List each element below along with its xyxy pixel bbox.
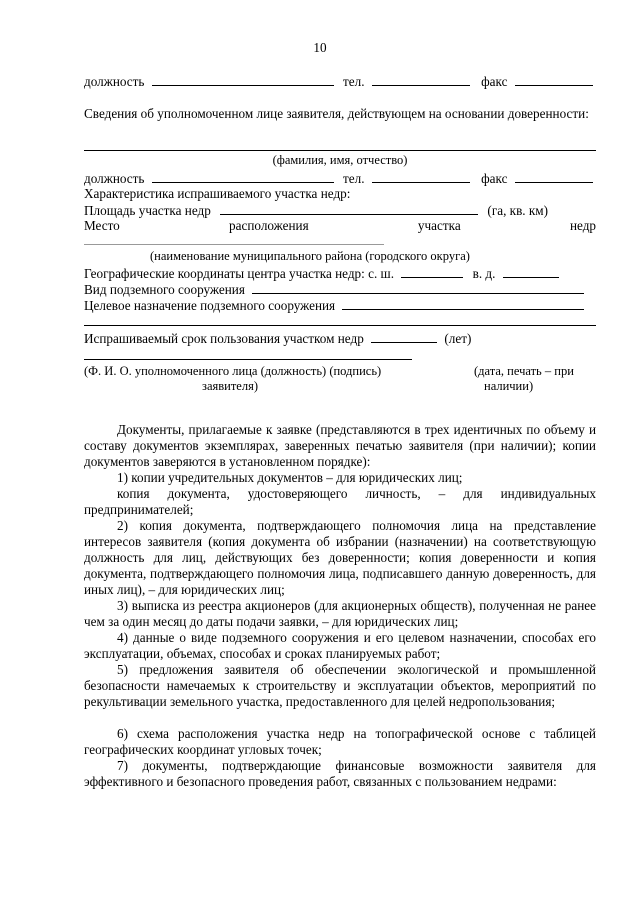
tel-label: тел.	[343, 74, 365, 89]
fax-field[interactable]	[515, 170, 593, 183]
document-item-3: 3) выписка из реестра акционеров (для акционерных обществ), полученная не ранее чем за один месяц до даты подачи заявки, – для юридических лиц;	[84, 598, 596, 629]
structure-purpose-label: Целевое назначение подземного сооружения	[84, 298, 336, 313]
post-field[interactable]	[152, 73, 334, 86]
structure-purpose-row	[84, 297, 584, 314]
coordinates-row	[84, 265, 559, 282]
structure-type-row	[84, 281, 584, 298]
structure-purpose-field[interactable]	[342, 297, 584, 310]
authorized-contact-row	[84, 170, 593, 187]
signature-line[interactable]	[84, 359, 412, 360]
longitude-field[interactable]	[503, 265, 559, 278]
term-label: Испрашиваемый срок пользования участком недр	[84, 331, 364, 346]
authorized-person-heading: Сведения об уполномоченном лице заявителя, действующем на основании доверенности:	[84, 106, 589, 121]
fax-field[interactable]	[515, 73, 593, 86]
area-unit: (га, кв. км)	[487, 203, 549, 218]
document-item-6: 6) схема расположения участка недр на топографической основе с таблицей географических координат угловых точек;	[84, 726, 596, 757]
structure-type-label: Вид подземного сооружения	[84, 282, 245, 297]
documents-intro: Документы, прилагаемые к заявке (представляются в трех идентичных по объему и составу документов экземплярах, заверенных печатью заявителя (при наличии); копии документов заверяются в установленном порядке):	[84, 422, 596, 469]
post-field[interactable]	[152, 170, 334, 183]
location-row	[84, 218, 596, 234]
location-word-4: недр	[569, 218, 596, 233]
fax-label: факс	[481, 171, 508, 186]
signature-caption-2: заявителя)	[202, 379, 258, 393]
document-item-2: 2) копия документа, подтверждающего полномочия лица на представление интересов заявителя (копия документа об избрании (назначении) на соответствующую должность для лиц, действующих без доверенности; копия доверенности и копия документа, подтверждающего полномочия лица, подписавшего данную доверенность, для иных лиц), – для юридических лиц;	[84, 518, 596, 597]
document-item-1b: копия документа, удостоверяющего личность, – для индивидуальных предпринимателей;	[84, 486, 596, 517]
area-row	[84, 202, 548, 219]
fio-line[interactable]	[84, 150, 596, 151]
fio-caption: (фамилия, имя, отчество)	[272, 153, 408, 167]
location-line[interactable]	[84, 244, 384, 245]
applicant-contact-row	[84, 73, 593, 90]
tel-field[interactable]	[372, 73, 470, 86]
location-word-1: Место	[84, 218, 120, 233]
document-item-5: 5) предложения заявителя об обеспечении экологической и промышленной безопасности намечаемых к строительству и эксплуатации объектов, мероприятий по рекультивации земельного участка, предоставленного для целей недропользования;	[84, 662, 596, 709]
location-word-2: расположения	[229, 218, 309, 233]
post-label: должность	[84, 74, 145, 89]
tel-field[interactable]	[372, 170, 470, 183]
signature-caption-1: (Ф. И. О. уполномоченного лица (должность) (подпись)	[84, 364, 382, 378]
document-item-7: 7) документы, подтверждающие финансовые возможности заявителя для эффективного и безопасного проведения работ, связанных с пользованием недрами:	[84, 758, 596, 789]
area-field[interactable]	[220, 202, 478, 215]
document-item-4: 4) данные о виде подземного сооружения и его целевом назначении, способах его эксплуатации, объемах, способах и сроках планируемых работ;	[84, 630, 596, 661]
tel-label: тел.	[343, 171, 365, 186]
post-label: должность	[84, 171, 145, 186]
longitude-label: в. д.	[472, 266, 496, 281]
location-word-3: участка	[417, 218, 461, 233]
stamp-caption-2: наличии)	[484, 379, 534, 393]
municipal-caption: (наименование муниципального района (городского округа)	[150, 249, 470, 263]
latitude-field[interactable]	[401, 265, 463, 278]
coordinates-label: Географические координаты центра участка недр: с. ш.	[84, 266, 394, 281]
site-characteristics-heading: Характеристика испрашиваемого участка недр:	[84, 186, 351, 201]
structure-type-field[interactable]	[252, 281, 584, 294]
term-field[interactable]	[371, 330, 437, 343]
document-item-1: 1) копии учредительных документов – для юридических лиц;	[117, 470, 463, 485]
stamp-caption-1: (дата, печать – при	[474, 364, 574, 378]
term-unit: (лет)	[444, 331, 472, 346]
fax-label: факс	[481, 74, 508, 89]
page-number: 10	[313, 40, 327, 55]
structure-purpose-line-2[interactable]	[84, 325, 596, 326]
area-label: Площадь участка недр	[84, 203, 211, 218]
term-row	[84, 330, 471, 347]
